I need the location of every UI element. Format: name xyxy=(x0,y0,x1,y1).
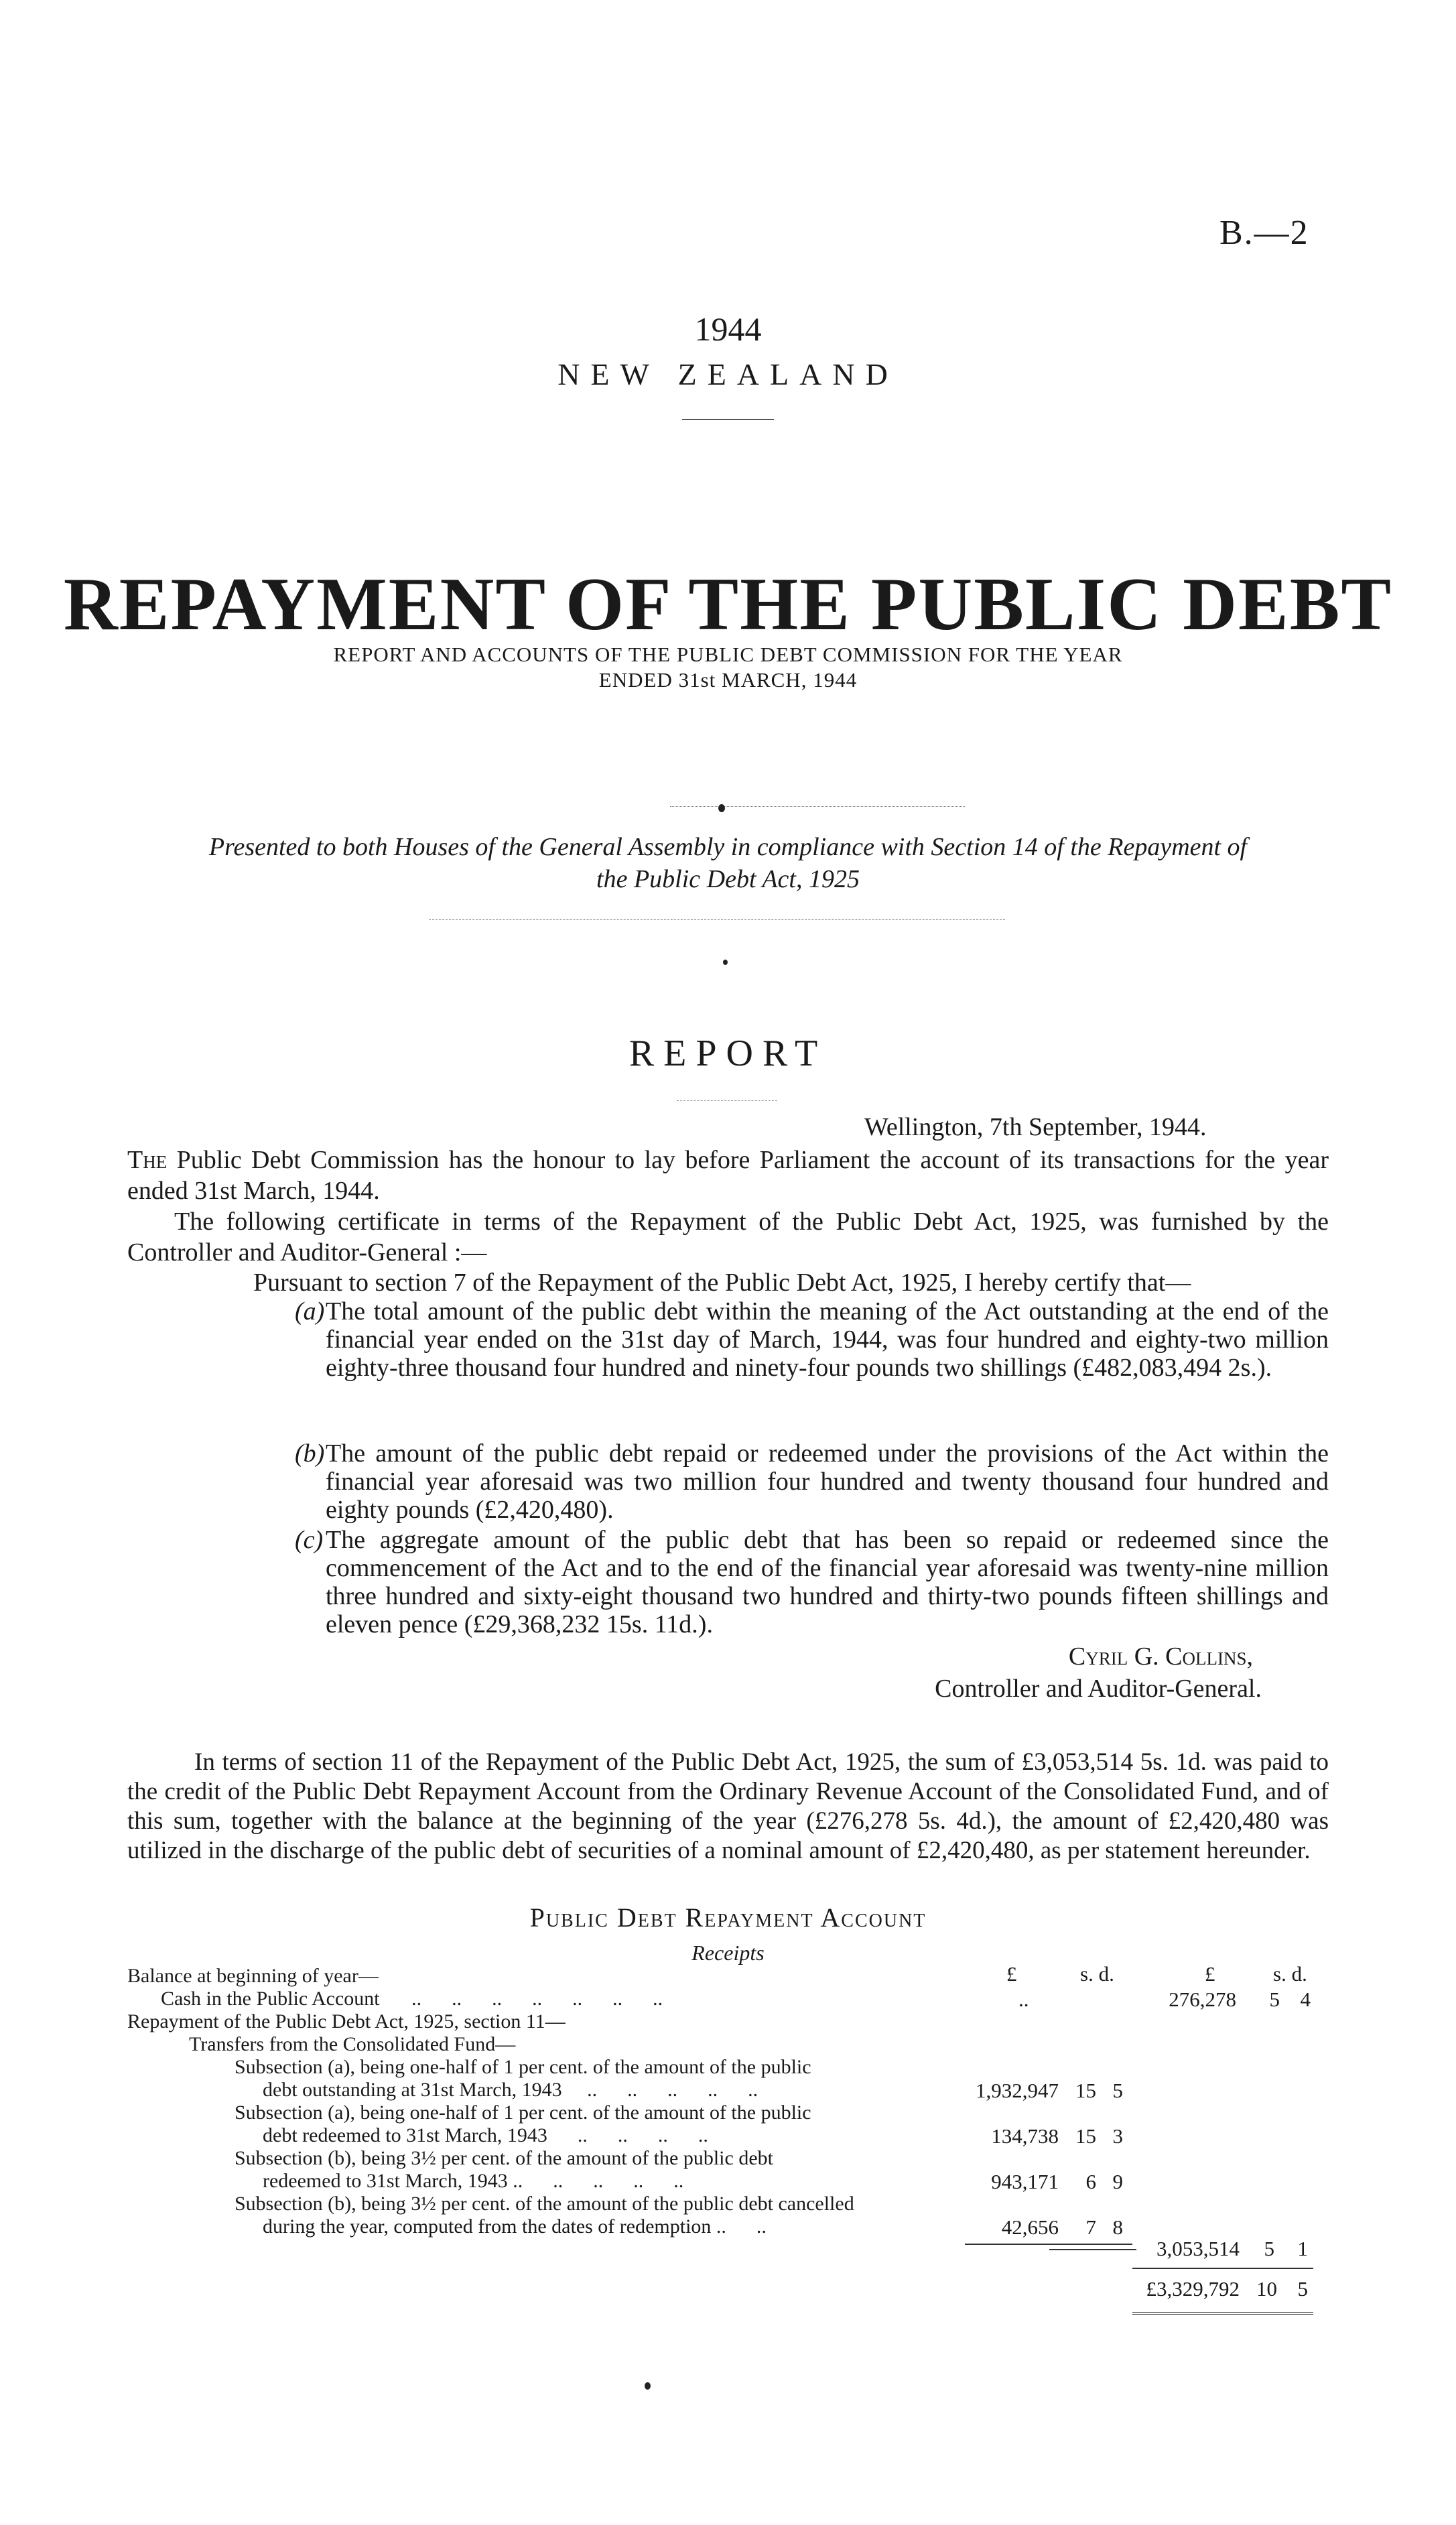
item-label: (b) xyxy=(295,1439,325,1468)
item-text: The total amount of the public debt within the meaning of the Act outstanding at the end of the financial year ended on the 31st day of March, 1944, was four hundred and eighty-two million eighty-three thousand four hundred and ninety-four pounds two shillings (£482,083,494 2s.). xyxy=(326,1297,1329,1382)
intro-text: Public Debt Commission has the honour to lay before Parliament the account of its transactions for the year ended 31st March, 1944. xyxy=(127,1146,1329,1205)
item-text: The aggregate amount of the public debt that has been so repaid or redeemed since the commencement of the Act and to the end of the financial year aforesaid was twenty-nine million three hundred and sixty-eight thousand two hundred and thirty-two pounds fifteen shillings and eleven pence (£29,368,232 15s. 11d.). xyxy=(326,1526,1329,1638)
account-row-sub-b1-line1: Subsection (b), being 3½ per cent. of the amount of the public debt xyxy=(235,2147,773,2169)
col-head-sd-2: s. d. xyxy=(1273,1962,1307,1986)
account-row-sub-a1-line1: Subsection (a), being one-half of 1 per cent. of the amount of the public xyxy=(235,2056,811,2078)
account-row-transfers: Transfers from the Consolidated Fund— xyxy=(189,2033,516,2055)
ornament-dot xyxy=(718,804,725,812)
account-row-sub-a2-line2: debt redeemed to 31st March, 1943 .. .. .. .. xyxy=(263,2124,708,2146)
subtotal-rule xyxy=(965,2244,1132,2245)
sub-b2-pence: 8 xyxy=(1112,2215,1123,2239)
account-subtitle: Receipts xyxy=(691,1941,765,1965)
presentation-line-2: the Public Debt Act, 1925 xyxy=(596,865,860,893)
sub-b1-shillings: 6 xyxy=(1085,2170,1096,2193)
sub-b1-pounds: 943,171 xyxy=(991,2170,1059,2193)
row-label: Cash in the Public Account xyxy=(161,1988,380,2010)
ornament-dot xyxy=(723,960,728,965)
account-row-sub-a2-line1: Subsection (a), being one-half of 1 per cent. of the amount of the public xyxy=(235,2101,811,2124)
report-heading: REPORT xyxy=(628,1033,828,1074)
sub-a1-shillings: 15 xyxy=(1075,2079,1096,2102)
cash-pounds: 276,278 xyxy=(1169,1988,1236,2011)
account-title: Public Debt Repayment Account xyxy=(529,1902,927,1933)
subtotal-pounds: 3,053,514 xyxy=(1156,2237,1240,2260)
col-head-pounds-1: £ xyxy=(1006,1962,1017,1986)
publication-year: 1944 xyxy=(694,310,762,348)
cash-shillings: 5 xyxy=(1269,1988,1280,2011)
account-row-cash xyxy=(161,1988,663,2010)
subtitle-line-2: ENDED 31st MARCH, 1944 xyxy=(598,668,858,692)
cash-pence: 4 xyxy=(1300,1988,1311,2011)
cash-col1: .. xyxy=(1018,1988,1029,2011)
account-row-sub-b2-line1: Subsection (b), being 3½ per cent. of the amount of the public debt cancelled xyxy=(235,2193,854,2215)
account-row-sub-b1-line2: redeemed to 31st March, 1943 .. .. .. .. .. xyxy=(263,2170,684,2192)
total-rule xyxy=(1132,2268,1313,2269)
total-pounds: £3,329,792 xyxy=(1146,2277,1240,2301)
ornament-dot xyxy=(645,2382,651,2390)
subtitle-line-1: REPORT AND ACCOUNTS OF THE PUBLIC DEBT COMMISSION FOR THE YEAR xyxy=(333,643,1123,666)
subtotal-pence: 1 xyxy=(1297,2237,1308,2260)
presentation-line-1: Presented to both Houses of the General Assembly in compliance with Section 14 of the Repayment of xyxy=(208,833,1248,861)
item-text: The amount of the public debt repaid or redeemed under the provisions of the Act within the financial year aforesaid was two million four hundred and twenty thousand four hundred and eighty pounds (£2,420,480). xyxy=(326,1439,1329,1524)
page-reference: B.—2 xyxy=(1219,214,1309,252)
presentation-note xyxy=(127,831,1329,895)
country-heading: NEW ZEALAND xyxy=(557,357,899,391)
account-row-balance-head: Balance at beginning of year— xyxy=(127,1965,379,1987)
signatory-title: Controller and Auditor-General. xyxy=(935,1675,1262,1703)
sub-a2-pounds: 134,738 xyxy=(991,2124,1059,2148)
subtotal-leader xyxy=(1049,2249,1136,2250)
certificate-pursuant: Pursuant to section 7 of the Repayment of the Public Debt Act, 1925, I hereby certify that— xyxy=(253,1269,1191,1297)
item-label: (a) xyxy=(295,1297,325,1325)
divider xyxy=(677,1100,777,1101)
intro-lead-word: The xyxy=(127,1146,168,1174)
divider xyxy=(670,806,965,807)
total-shillings: 10 xyxy=(1256,2277,1277,2301)
sub-b1-pence: 9 xyxy=(1112,2170,1123,2193)
document-title: REPAYMENT OF THE PUBLIC DEBT xyxy=(63,563,1393,646)
item-label: (c) xyxy=(295,1526,324,1554)
account-row-repayment-head: Repayment of the Public Debt Act, 1925, section 11— xyxy=(127,2010,566,2032)
account-row-sub-a1-line2: debt outstanding at 31st March, 1943 .. .. .. .. .. xyxy=(263,2079,758,2101)
row-leader-dots: .. .. .. .. .. .. .. xyxy=(411,1988,663,2010)
intro-paragraph xyxy=(127,1145,1329,1206)
report-dateline: Wellington, 7th September, 1944. xyxy=(864,1113,1207,1141)
sub-a2-pence: 3 xyxy=(1112,2124,1123,2148)
col-head-pounds-2: £ xyxy=(1205,1962,1215,1986)
sub-a2-shillings: 15 xyxy=(1075,2124,1096,2148)
signatory-name: Cyril G. Collins, xyxy=(1068,1642,1253,1671)
divider xyxy=(682,419,774,420)
closing-paragraph: In terms of section 11 of the Repayment of the Public Debt Act, 1925, the sum of £3,053,514 5s. 1d. was paid to the credit of the Public Debt Repayment Account from the Ordinary Revenue Account of the Consolidated Fund, and of this sum, together with the balance at the beginning of the year (£276,278 5s. 4d.), the amount of £2,420,480 was utilized in the discharge of the public debt of securities of a nominal amount of £2,420,480, as per statement hereunder. xyxy=(127,1748,1329,1864)
account-row-sub-b2-line2: during the year, computed from the dates of redemption .. .. xyxy=(263,2215,767,2238)
col-head-sd-1: s. d. xyxy=(1080,1962,1114,1986)
total-double-rule xyxy=(1132,2312,1313,2315)
certificate-intro: The following certificate in terms of the Repayment of the Public Debt Act, 1925, was furnished by the Controller and Auditor-General :— xyxy=(127,1208,1329,1267)
sub-a1-pence: 5 xyxy=(1112,2079,1123,2102)
divider xyxy=(429,919,1005,920)
sub-a1-pounds: 1,932,947 xyxy=(976,2079,1059,2102)
total-pence: 5 xyxy=(1297,2277,1308,2301)
subtotal-shillings: 5 xyxy=(1264,2237,1274,2260)
document-subtitle xyxy=(201,642,1255,693)
sub-b2-pounds: 42,656 xyxy=(1001,2215,1059,2239)
sub-b2-shillings: 7 xyxy=(1085,2215,1096,2239)
